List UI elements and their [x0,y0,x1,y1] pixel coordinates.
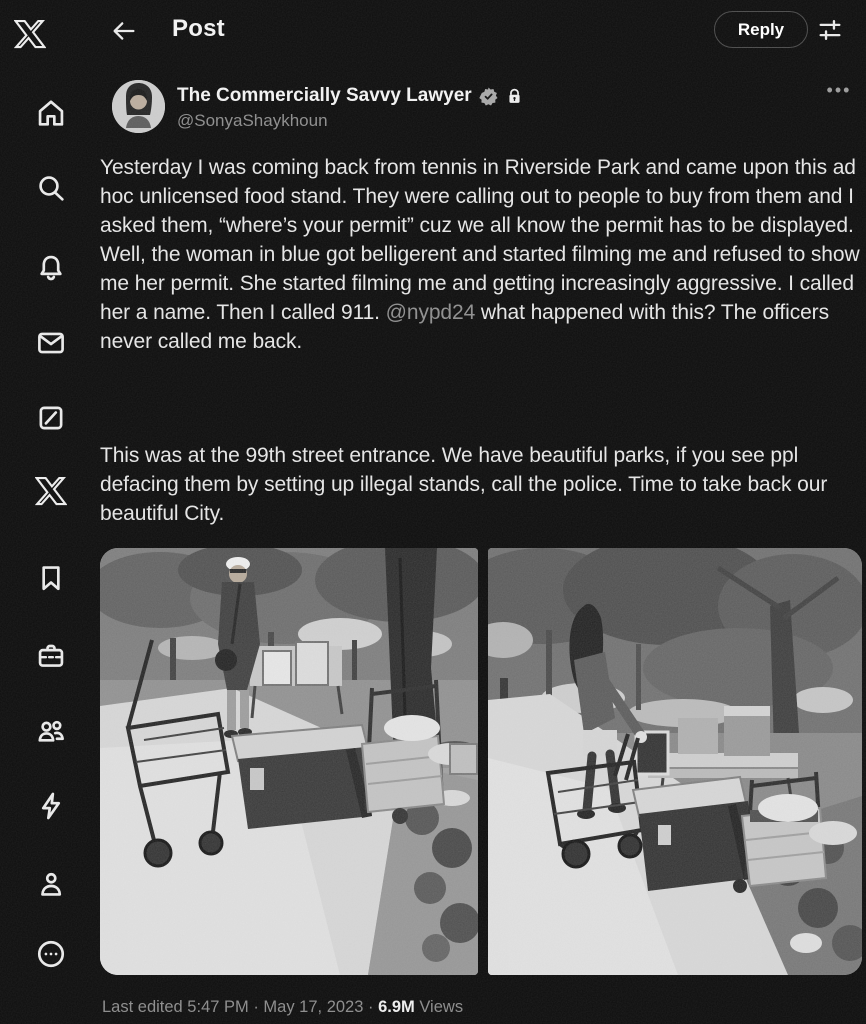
edited-timestamp: Last edited 5:47 PM · May 17, 2023 · [102,998,379,1016]
x-logo-icon[interactable] [10,14,50,54]
views-label: Views [414,998,464,1016]
profile-icon[interactable] [33,866,69,902]
tweet-text-after-mention: what happened with this? The officers never called me back. [100,301,829,353]
views-count: 6.9M [378,998,415,1016]
mention-link[interactable]: @nypd24 [385,301,476,324]
tweet-text-before-mention: Yesterday I was coming back from tennis in Riverside Park and came upon this ad hoc unlicensed food stand. They were calling out to people to buy from them and I asked them, “where’s your permit” cuz we all know the permit has to be displayed. Well, the woman in blue got belligerent and started filming me and refused to show me her permit. She started filming me and getting increasingly aggressive. I called her a name. Then I called 911. [100,156,860,324]
verified-badge-icon [478,86,499,107]
bookmarks-icon[interactable] [33,560,69,596]
premium-x-icon[interactable] [33,473,69,509]
page-title: Post [172,15,225,42]
tweet-paragraph-1 [100,153,864,356]
jobs-icon[interactable] [33,638,69,674]
tweet-media-grid [100,548,862,975]
messages-icon[interactable] [33,325,69,361]
notifications-icon[interactable] [33,250,69,286]
search-icon[interactable] [33,170,69,206]
reply-button[interactable]: Reply [714,11,808,48]
protected-lock-icon [505,87,524,106]
timeline-settings-icon[interactable] [816,16,844,44]
avatar-portrait [112,80,165,133]
grok-icon[interactable] [33,400,69,436]
home-icon[interactable] [33,95,69,131]
communities-icon[interactable] [33,713,69,749]
tweet-photo-left[interactable] [100,548,478,975]
back-button[interactable] [110,17,138,45]
author-name[interactable]: The Commercially Savvy Lawyer [177,85,472,106]
author-handle[interactable]: @SonyaShaykhoun [177,111,328,130]
verified-orgs-icon[interactable] [33,788,69,824]
tweet-timestamp-views [102,998,463,1017]
more-icon[interactable] [33,936,69,972]
tweet-more-icon[interactable]: ••• [826,80,852,100]
avatar[interactable] [112,80,165,133]
tweet-photo-right[interactable] [488,548,862,975]
tweet-paragraph-2: This was at the 99th street entrance. We have beautiful parks, if you see ppl defacing them by setting up illegal stands, call the police. Time to take back our beautiful City. [100,444,828,525]
